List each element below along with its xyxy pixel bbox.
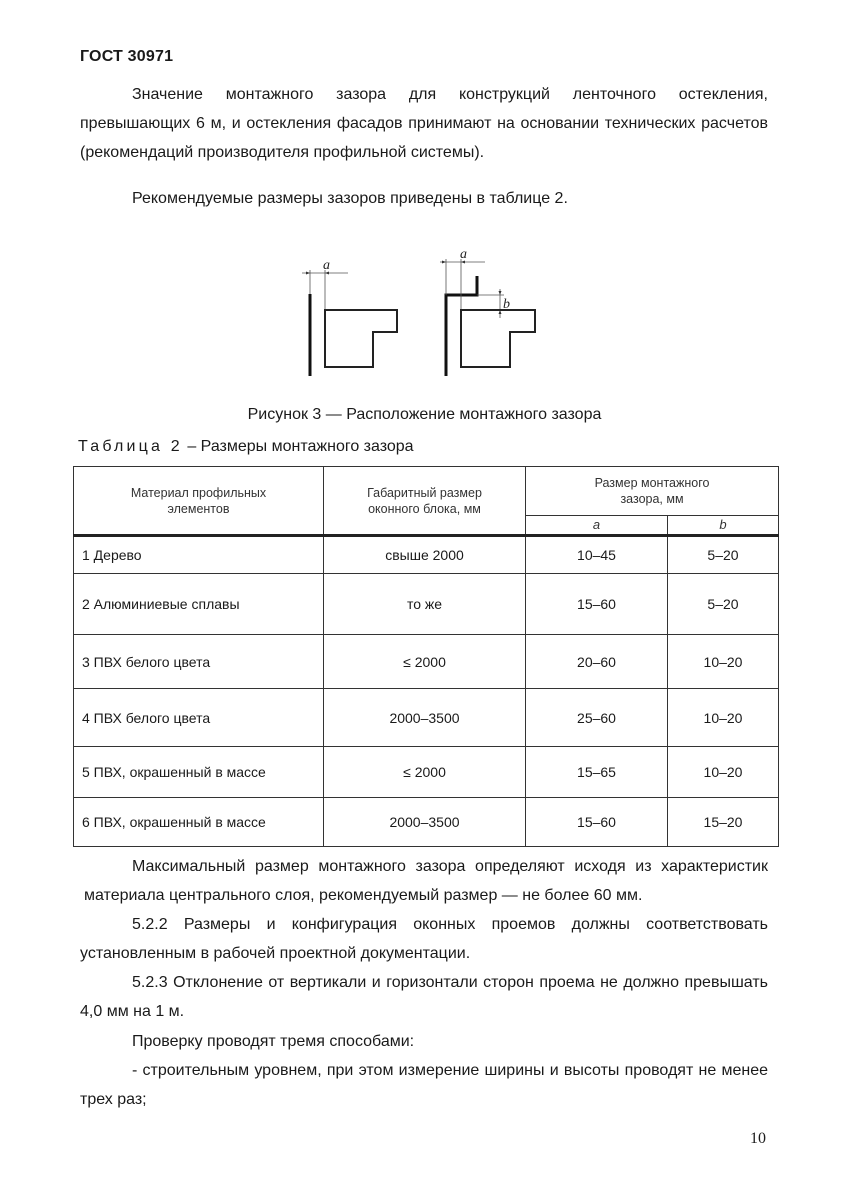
cell-a: 10–45 — [526, 536, 668, 574]
cell-material: 5 ПВХ, окрашенный в массе — [74, 747, 324, 798]
cell-a: 20–60 — [526, 635, 668, 689]
cell-material: 6 ПВХ, окрашенный в массе — [74, 798, 324, 847]
paragraph-5-2-2: 5.2.2 Размеры и конфигурация оконных проемов должны соответствовать установленным в рабочей проектной документации. — [80, 916, 768, 962]
figure-right-wall-gap — [440, 247, 535, 376]
dimension-label-a: a — [460, 247, 467, 262]
cell-a: 15–60 — [526, 574, 668, 635]
table-row — [74, 574, 779, 635]
cell-a: 15–60 — [526, 798, 668, 847]
header-b: b — [668, 516, 779, 536]
table-row — [74, 536, 779, 574]
cell-size: 2000–3500 — [324, 798, 526, 847]
document-id: ГОСТ 30971 — [80, 48, 174, 65]
cell-material: 4 ПВХ белого цвета — [74, 689, 324, 747]
page-number: 10 — [750, 1130, 766, 1147]
cell-size: ≤ 2000 — [324, 635, 526, 689]
table-row — [74, 689, 779, 747]
table-row — [74, 747, 779, 798]
paragraph-check-methods: Проверку проводят тремя способами: — [132, 1033, 415, 1050]
cell-size: свыше 2000 — [324, 536, 526, 574]
cell-material: 3 ПВХ белого цвета — [74, 635, 324, 689]
header-a: a — [526, 516, 668, 536]
header-gap: Размер монтажного зазора, мм — [526, 467, 779, 516]
paragraph-max-gap-line1: Максимальный размер монтажного зазора определяют исходя из характеристик — [132, 858, 768, 875]
dimension-label-a: a — [323, 258, 330, 273]
cell-b: 5–20 — [668, 536, 779, 574]
paragraph-table-reference: Рекомендуемые размеры зазоров приведены в таблице 2. — [132, 190, 568, 207]
table-caption — [78, 438, 414, 456]
table-caption-text: – Размеры монтажного зазора — [182, 438, 414, 455]
cell-a: 25–60 — [526, 689, 668, 747]
figure-mounting-gap-diagram — [0, 0, 849, 400]
cell-b: 5–20 — [668, 574, 779, 635]
cell-b: 10–20 — [668, 747, 779, 798]
cell-b: 10–20 — [668, 635, 779, 689]
cell-material: 1 Дерево — [74, 536, 324, 574]
table-row — [74, 635, 779, 689]
table-row — [74, 798, 779, 847]
paragraph-ribbon-glazing: Значение монтажного зазора для конструкций ленточного остекления, превышающих 6 м, и остекления фасадов принимают на основании технических расчетов (рекомендаций производителя профильной системы). — [80, 86, 768, 161]
table-caption-label: Таблица 2 — [78, 438, 183, 455]
header-material: Материал профильных элементов — [74, 467, 324, 536]
header-size: Габаритный размер оконного блока, мм — [324, 467, 526, 536]
cell-a: 15–65 — [526, 747, 668, 798]
figure-left-wall-gap — [302, 258, 397, 376]
cell-b: 15–20 — [668, 798, 779, 847]
paragraph-5-2-3: 5.2.3 Отклонение от вертикали и горизонтали сторон проема не должно превышать 4,0 мм на 1 м. — [80, 974, 768, 1020]
dimension-label-b: b — [503, 297, 510, 312]
cell-size: 2000–3500 — [324, 689, 526, 747]
figure-caption: Рисунок 3 — Расположение монтажного зазора — [247, 406, 602, 423]
cell-size: ≤ 2000 — [324, 747, 526, 798]
paragraph-max-gap-line2: материала центрального слоя, рекомендуемый размер — не более 60 мм. — [84, 887, 643, 904]
cell-material: 2 Алюминиевые сплавы — [74, 574, 324, 635]
cell-size: то же — [324, 574, 526, 635]
mounting-gap-table — [73, 466, 779, 847]
cell-b: 10–20 — [668, 689, 779, 747]
paragraph-level-method: - строительным уровнем, при этом измерение ширины и высоты проводят не менее трех раз; — [80, 1062, 768, 1108]
